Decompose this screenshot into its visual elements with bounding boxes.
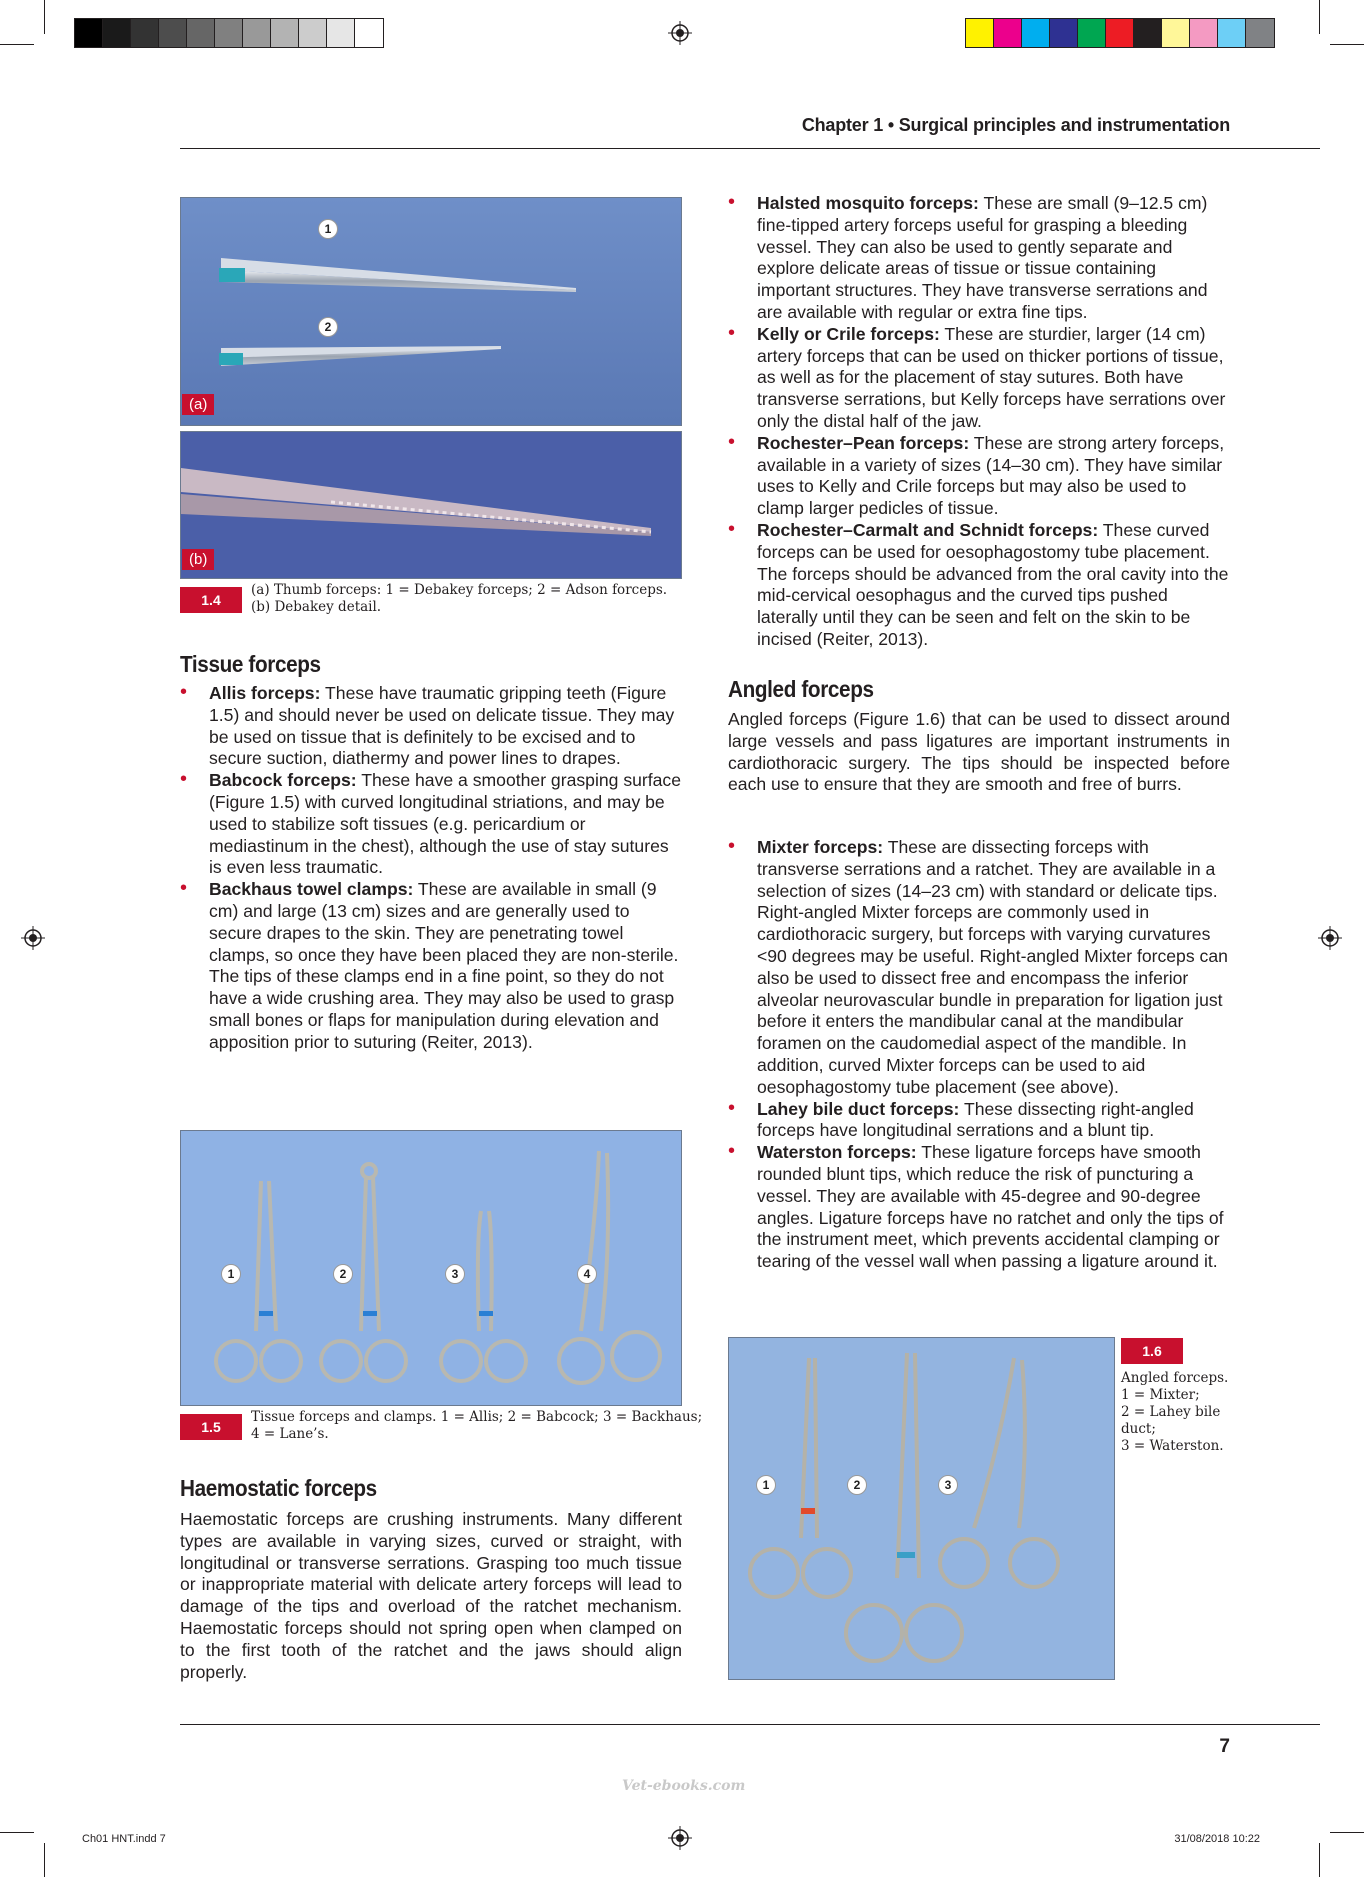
- color-swatch: [1162, 19, 1190, 47]
- color-swatch: [966, 19, 994, 47]
- registration-mark-icon: [1318, 926, 1342, 950]
- haemostatic-body: Haemostatic forceps are crushing instruments. Many different types are available in varying sizes, curved or straight, with longitudinal or transverse serrations. Grasping too much tissue or inappropriate material with delicate artery forceps will lead to damage of the tips and overload of the ratchet mechanism. Haemostatic forceps should not spring open when clamped on to the first tooth of the ratchet and the jaws should align properly.: [180, 1509, 682, 1682]
- color-swatch: [243, 19, 271, 47]
- crop-mark: [1319, 1843, 1320, 1877]
- list-item: [728, 324, 1230, 433]
- page-number: 7: [1219, 1736, 1230, 1757]
- figure-label: 1: [221, 1264, 241, 1284]
- caption-line: 1 = Mixter;: [1121, 1387, 1200, 1403]
- crop-mark: [44, 1843, 45, 1877]
- list-item-term: Mixter forceps:: [757, 837, 884, 857]
- running-head: Chapter 1 • Surgical principles and instrumentation: [801, 115, 1230, 135]
- list-item-text: These curved forceps can be used for oesophagostomy tube placement. The forceps should be advanced from the oral cavity into the mid-cervical oesophagus and the curved tips pushed laterally until they can be seen and felt on the skin to be incised (Reiter, 2013).: [757, 519, 1229, 649]
- section-heading-angled-forceps: Angled forceps: [728, 676, 874, 702]
- footer-rule: [180, 1724, 1320, 1725]
- list-item-term: Kelly or Crile forceps:: [757, 323, 940, 344]
- slug-right: 31/08/2018 10:22: [1174, 1833, 1260, 1845]
- figure-label: 3: [938, 1475, 958, 1495]
- list-item: [728, 1099, 1230, 1143]
- color-swatch: [355, 19, 383, 47]
- figure-1-6-caption: [1121, 1370, 1231, 1455]
- list-item-text: These have traumatic gripping teeth (Figure 1.5) and should never be used on delicate tissue. They may be used on tissue that is definitely to be excised and to secure suction, diathermy and power lines to drapes.: [209, 683, 675, 769]
- color-swatch: [299, 19, 327, 47]
- header-rule: [180, 148, 1320, 149]
- registration-mark-icon: [21, 926, 45, 950]
- list-item-text: These are strong artery forceps, available in a variety of sizes (14–30 cm). They have similar uses to Kelly and Crile forceps but may also be used to clamp larger pedicles of tissue.: [757, 432, 1225, 519]
- color-swatch: [159, 19, 187, 47]
- caption-line: duct;: [1121, 1421, 1156, 1437]
- list-item-term: Lahey bile duct forceps:: [757, 1098, 960, 1119]
- section-heading-tissue-forceps: Tissue forceps: [180, 651, 321, 677]
- grayscale-color-bar: [74, 18, 384, 48]
- color-swatch: [327, 19, 355, 47]
- figure-label: 3: [445, 1264, 465, 1284]
- color-swatch: [1106, 19, 1134, 47]
- section-heading-haemostatic-forceps: Haemostatic forceps: [180, 1475, 377, 1501]
- crop-mark: [44, 0, 45, 34]
- list-item-text: These are available in small (9 cm) and large (13 cm) sizes and are generally used to secure drapes to the skin. They are penetrating towel clamps, so once they have been placed they are non-sterile. The tips of these clamps end in a fine point, so they do not have a wide crushing area. They may also be used to grasp small bones or flaps for manipulation during elevation and apposition prior to suturing (Reiter, 2013).: [209, 879, 679, 1052]
- figure-1-6-photo: [728, 1337, 1115, 1680]
- figure-label: 2: [847, 1475, 867, 1495]
- figure-label: 4: [577, 1264, 597, 1284]
- crop-mark: [0, 44, 34, 45]
- list-item-term: Backhaus towel clamps:: [209, 879, 414, 900]
- list-item-term: Rochester–Carmalt and Schnidt forceps:: [757, 519, 1099, 540]
- registration-mark-icon: [668, 21, 692, 45]
- figure-1-4a-photo: [180, 197, 682, 426]
- figure-number-1-6: 1.6: [1121, 1338, 1183, 1364]
- color-swatch: [131, 19, 159, 47]
- list-item-text: These are dissecting forceps with transverse serrations and a ratchet. They are available in a selection of sizes (14–23 cm) with standard or delicate tips. Right-angled Mixter forceps are commonly used in cardiothoracic surgery, but forceps with varying curvatures <90 degrees may be useful. Right-angled Mixter forceps can also be used to dissect free and encompass the inferior alveolar neurovascular bundle in preparation for ligation just before it enters the mandibular canal at the mandibular foramen on the caudomedial aspect of the mandible. In addition, curved Mixter forceps can be used to aid oesophagostomy tube placement (see above).: [757, 837, 1228, 1097]
- list-item-text: These are sturdier, larger (14 cm) artery forceps that can be used on thicker portions of tissue, as well as for the placement of stay sutures. Both have transverse serrations, but Kelly forceps have serrations over only the distal half of the jaw.: [757, 323, 1226, 431]
- color-swatch: [1246, 19, 1274, 47]
- color-swatch: [994, 19, 1022, 47]
- list-item: [728, 520, 1230, 651]
- color-swatch: [271, 19, 299, 47]
- figure-label: 2: [318, 317, 338, 337]
- list-item: [728, 193, 1230, 324]
- color-swatch: [1078, 19, 1106, 47]
- caption-line: (b) Debakey detail.: [251, 599, 382, 615]
- caption-line: (a) Thumb forceps: 1 = Debakey forceps; 2 = Adson forceps.: [251, 582, 668, 598]
- color-swatch: [1190, 19, 1218, 47]
- caption-line: 4 = Lane’s.: [251, 1426, 329, 1442]
- panel-label-b: (b): [182, 549, 214, 570]
- process-color-bar: [965, 18, 1275, 48]
- color-swatch: [103, 19, 131, 47]
- list-item-text: These are small (9–12.5 cm) fine-tipped artery forceps useful for grasping a bleeding vessel. They can also be used to gently separate and explore delicate areas of tissue or tissue containing important structures. They have transverse serrations and are available with regular or extra fine tips.: [757, 193, 1208, 322]
- figure-1-4b-photo: [180, 431, 682, 579]
- figure-number-1-4: 1.4: [180, 587, 242, 613]
- color-swatch: [1134, 19, 1162, 47]
- list-item-text: These ligature forceps have smooth rounded blunt tips, which reduce the risk of puncturing a vessel. They are available with 45-degree and 90-degree angles. Ligature forceps have no ratchet and only the tips of the instrument meet, which prevents accidental clamping or tearing of the vessel wall when passing a ligature around it.: [757, 1142, 1224, 1272]
- color-swatch: [75, 19, 103, 47]
- panel-label-a: (a): [182, 394, 214, 415]
- list-item: [728, 1142, 1230, 1273]
- list-item: [180, 770, 682, 879]
- list-item-term: Babcock forceps:: [209, 770, 357, 791]
- watermark: Vet-ebooks.com: [622, 1778, 746, 1794]
- figure-number-1-5: 1.5: [180, 1414, 242, 1440]
- color-swatch: [215, 19, 243, 47]
- figure-1-5-photo: [180, 1130, 682, 1406]
- color-swatch: [1050, 19, 1078, 47]
- list-item: [180, 683, 682, 770]
- crop-mark: [1330, 1832, 1364, 1833]
- list-item-term: Waterston forceps:: [757, 1142, 917, 1163]
- figure-label: 1: [756, 1475, 776, 1495]
- figure-1-5-caption: [251, 1409, 702, 1443]
- color-swatch: [187, 19, 215, 47]
- crop-mark: [1319, 0, 1320, 34]
- registration-mark-icon: [668, 1826, 692, 1850]
- tissue-forceps-list: [180, 683, 682, 1054]
- list-item-term: Halsted mosquito forceps:: [757, 193, 979, 213]
- artery-forceps-list: [728, 193, 1230, 651]
- slug-left: Ch01 HNT.indd 7: [82, 1833, 166, 1845]
- color-swatch: [1022, 19, 1050, 47]
- list-item-term: Rochester–Pean forceps:: [757, 432, 970, 453]
- angled-forceps-list: [728, 837, 1230, 1273]
- crop-mark: [1330, 44, 1364, 45]
- figure-label: 2: [333, 1264, 353, 1284]
- crop-mark: [0, 1832, 34, 1833]
- list-item: [728, 837, 1230, 1099]
- list-item: [180, 879, 682, 1053]
- list-item: [728, 433, 1230, 520]
- caption-line: Tissue forceps and clamps. 1 = Allis; 2 = Babcock; 3 = Backhaus;: [251, 1409, 703, 1425]
- caption-line: 2 = Lahey bile: [1121, 1404, 1221, 1420]
- angled-intro: Angled forceps (Figure 1.6) that can be used to dissect around large vessels and pass ligatures are important instruments in cardiothoracic surgery. The tips should be inspected before each use to ensure that they are smooth and free of burrs.: [728, 709, 1230, 795]
- color-swatch: [1218, 19, 1246, 47]
- caption-line: Angled forceps.: [1121, 1370, 1229, 1386]
- list-item-text: These dissecting right-angled forceps have longitudinal serrations and a blunt tip.: [757, 1098, 1194, 1141]
- figure-label: 1: [318, 219, 338, 239]
- list-item-text: These have a smoother grasping surface (Figure 1.5) with curved longitudinal striations, and may be used to stabilize soft tissues (e.g. pericardium or mediastinum in the chest), although the use of stay sutures is even less traumatic.: [209, 770, 682, 878]
- figure-1-4-caption: [251, 582, 667, 616]
- caption-line: 3 = Waterston.: [1121, 1438, 1224, 1454]
- list-item-term: Allis forceps:: [209, 683, 321, 703]
